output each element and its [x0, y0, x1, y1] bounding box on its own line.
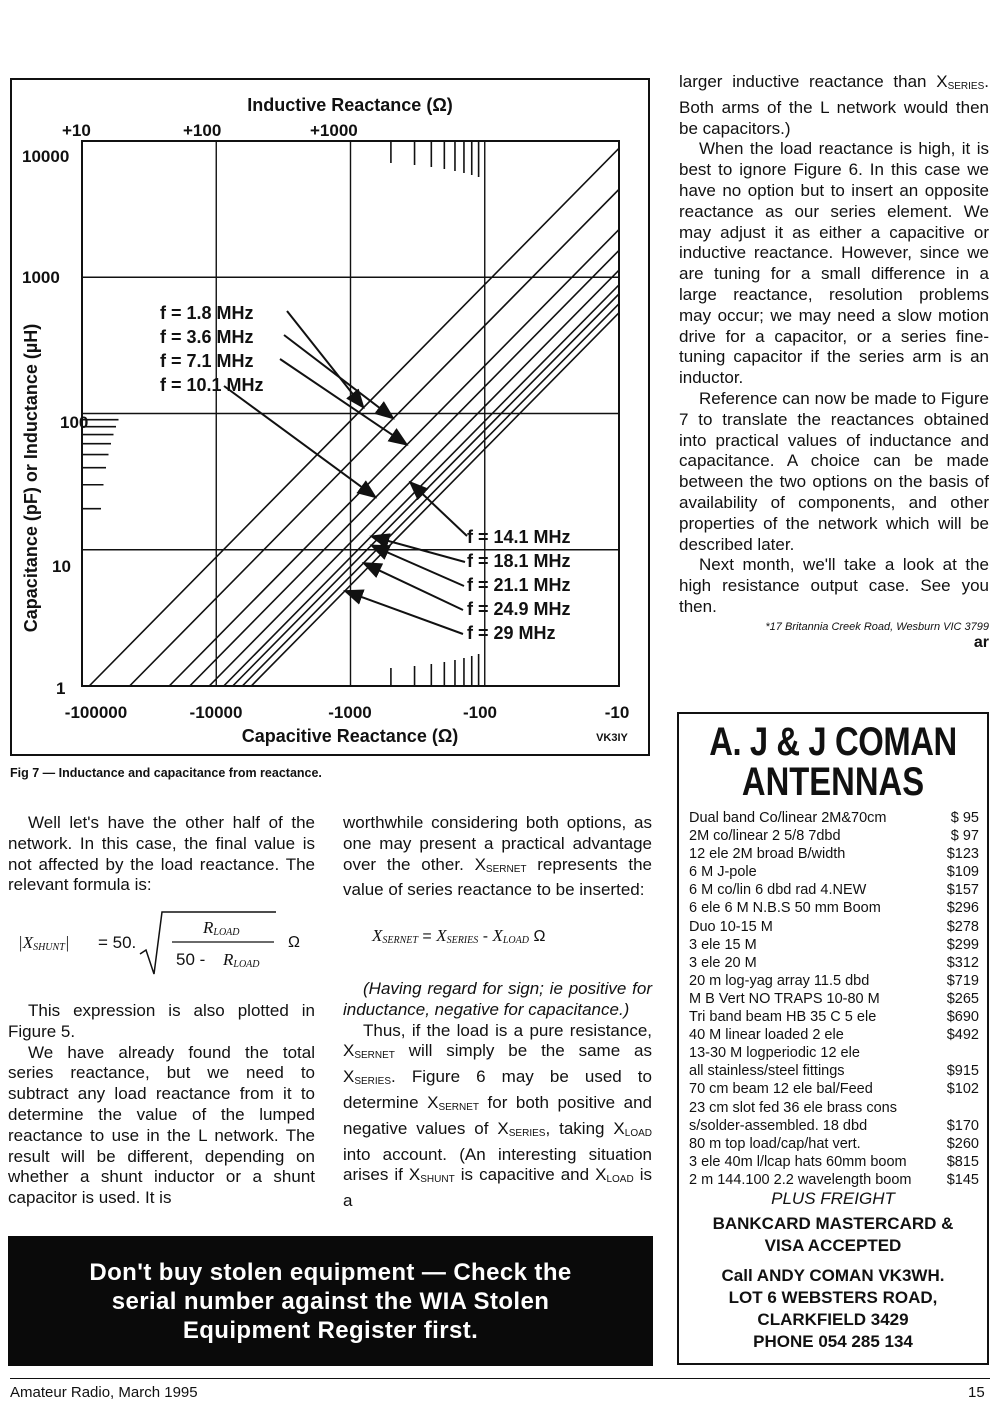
ad-item-name: 6 M co/lin 6 dbd rad 4.NEW — [689, 882, 867, 899]
ad-item — [689, 809, 979, 827]
ad-item-name: Duo 10-15 M — [689, 918, 773, 935]
ad-call: Call ANDY COMAN VK3WH. — [721, 1266, 945, 1285]
x-tick-100000: -100000 — [64, 703, 128, 722]
x-tick-10000: -10000 — [189, 703, 243, 722]
ad-item-name: s/solder-assembled. 18 dbd — [689, 1117, 868, 1134]
y-tick-1000: 1000 — [22, 268, 60, 287]
ad-item-price: $278 — [946, 918, 979, 935]
col1-paragraph-2: This expression is also plotted in Figure 5. — [8, 1001, 315, 1041]
ad-item — [689, 1008, 979, 1026]
ad-item — [689, 1026, 979, 1044]
ad-item-price: $260 — [946, 1135, 979, 1152]
freq-labels-left — [160, 303, 264, 395]
ad-item-price: $157 — [946, 882, 979, 899]
ad-item-name: 6 ele 6 M N.B.S 50 mm Boom — [689, 900, 881, 917]
ad-item-price: $170 — [946, 1117, 979, 1134]
top-axis-title: Inductive Reactance (Ω) — [247, 95, 453, 115]
label-1-8: f = 1.8 MHz — [160, 303, 254, 323]
y-tick-100: 100 — [60, 413, 89, 432]
ad-item — [689, 954, 979, 972]
leader-1-8 — [287, 311, 364, 408]
ad-title-line-2: ANTENNAS — [741, 760, 925, 804]
sernet-formula: $X_{SERNET} = X_{SERIES} - X_{LOAD}$ Ω — [372, 926, 546, 946]
ad-bankcard-1: BANKCARD MASTERCARD & — [712, 1214, 954, 1233]
x-axis-title: Capacitive Reactance (Ω) — [241, 726, 459, 746]
page-number: 15 — [968, 1384, 985, 1401]
shunt-formula-numerator: $R_{LOAD}$ — [203, 918, 240, 938]
figure-caption: Fig 7 — Inductance and capacitance from reactance. — [10, 766, 322, 780]
ad-item-price: $312 — [946, 954, 979, 971]
y-tick-1: 1 — [56, 679, 66, 698]
y-axis-title: Capacitance (pF) or Inductance (µH) — [21, 323, 41, 633]
col2-paragraph-3: Thus, if the load is a pure resistance, $X_{SERNET}$ will simply be the same as $X_{SERIES}$. Figure 6 may be used to determine $X_{SERNET}$ for both positive and negative values of $X_{SERIES}$, taking $X_{LOAD}$ into account. (An interesting situation arises if $X_{SHUNT}$ is capacitive and $X_{LOAD}$ is a — [343, 1020, 653, 1211]
banner-line-1: Don't buy stolen equipment — Check the — [89, 1258, 572, 1286]
column-2-bottom — [343, 979, 652, 1212]
ad-item-price: $102 — [946, 1081, 979, 1098]
ad-item-name: 80 m top load/cap/hat vert. — [689, 1135, 861, 1152]
x-tick-1000: -1000 — [328, 703, 372, 722]
col2-paragraph-1: worthwhile considering both options, as one may present a practical advantage over the other. $X_{SERNET}$ represents the value of series reactance to be inserted: — [343, 813, 652, 900]
ad-item — [689, 972, 979, 990]
ad-item-price: $ 97 — [950, 828, 979, 845]
shunt-formula-denominator: $R_{LOAD}$ — [223, 950, 260, 970]
sernet-formula-a: $X_{SERNET}$ — [372, 926, 418, 946]
ad-item — [689, 863, 979, 881]
ad-item-name: 12 ele 2M broad B/width — [689, 846, 846, 863]
stolen-equipment-banner — [8, 1236, 653, 1366]
ad-item — [689, 918, 979, 936]
ad-item — [689, 881, 979, 899]
ad-item — [689, 990, 979, 1008]
ad-address-2: CLARKFIELD 3429 — [757, 1310, 909, 1329]
banner-line-3: Equipment Register first. — [182, 1316, 479, 1344]
ad-item — [689, 1080, 979, 1098]
ad-item — [689, 1117, 979, 1135]
footer-rule — [10, 1378, 990, 1379]
label-29: f = 29 MHz — [467, 623, 556, 643]
label-10-1: f = 10.1 MHz — [160, 375, 264, 395]
shunt-formula-lhs: $|X_{SHUNT}|$ — [18, 933, 70, 953]
ad-item-price: $299 — [946, 936, 979, 953]
column-3 — [679, 72, 989, 652]
shunt-formula-den-a: 50 - — [176, 950, 206, 969]
footer-publication: Amateur Radio, March 1995 — [10, 1384, 198, 1401]
sernet-formula-c: $X_{LOAD}$ — [492, 926, 529, 946]
ad-item-name: 6 M J-pole — [689, 864, 757, 881]
article-end-mark: ar — [973, 633, 989, 651]
y-tick-10000: 10000 — [22, 147, 70, 166]
ad-item — [689, 845, 979, 863]
col3-paragraph-1: larger inductive reactance than $X_{SERIES}$. Both arms of the L network would then be capacitors.) — [679, 72, 989, 138]
ad-item-price: $123 — [946, 846, 979, 863]
ad-item-name: 3 ele 40m l/lcap hats 60mm boom — [689, 1153, 907, 1170]
ad-item-name: M B Vert NO TRAPS 10-80 M — [689, 990, 880, 1007]
ad-item-price: $915 — [946, 1063, 979, 1080]
label-24-9: f = 24.9 MHz — [467, 599, 571, 619]
ad-address-1: LOT 6 WEBSTERS ROAD, — [728, 1288, 938, 1307]
x-tick-10: -10 — [604, 703, 630, 722]
ad-phone: PHONE 054 285 134 — [753, 1332, 913, 1351]
leader-10-1 — [224, 386, 376, 497]
ad-item-name: 20 m log-yag array 11.5 dbd — [689, 972, 870, 989]
ad-item-name: Dual band Co/linear 2M&70cm — [689, 810, 887, 826]
banner-line-2: serial number against the WIA Stolen — [111, 1287, 550, 1315]
ad-item-name: 70 cm beam 12 ele bal/Feed — [689, 1081, 873, 1098]
ad-item-name: 40 M linear loaded 2 ele — [689, 1027, 844, 1044]
label-21-1: f = 21.1 MHz — [467, 575, 571, 595]
column-1-bottom — [8, 1001, 315, 1209]
ad-item — [689, 1062, 979, 1080]
shunt-formula-unit: Ω — [288, 934, 300, 951]
ad-item — [689, 1044, 979, 1062]
column-2-top — [343, 813, 652, 901]
ad-item-price: $690 — [946, 1009, 979, 1026]
ad-item-price: $492 — [946, 1027, 979, 1044]
x-tick-100: -100 — [462, 703, 498, 722]
top-tick-1000: +1000 — [310, 121, 358, 140]
top-tick-100: +100 — [183, 121, 222, 140]
label-3-6: f = 3.6 MHz — [160, 327, 254, 347]
freq-labels-right — [467, 527, 571, 643]
sernet-formula-unit: Ω — [533, 928, 546, 945]
ad-item-price: $145 — [946, 1171, 979, 1188]
col1-paragraph-1: Well let's have the other half of the network. In this case, the final value is not affected by the load reactance. The relevant formula is: — [8, 813, 315, 895]
ad-item — [689, 936, 979, 954]
ad-item-price: $265 — [946, 990, 979, 1007]
ad-item — [689, 1135, 979, 1153]
leader-29 — [345, 591, 463, 634]
figure-credit: VK3IY — [596, 732, 628, 744]
y-tick-10: 10 — [52, 557, 71, 576]
label-18-1: f = 18.1 MHz — [467, 551, 571, 571]
ad-item-name: 3 ele 20 M — [689, 954, 757, 971]
author-address: *17 Britannia Creek Road, Wesburn VIC 3799 — [765, 620, 989, 633]
chart-arrows — [224, 311, 467, 634]
sernet-formula-b: $X_{SERIES}$ — [436, 926, 479, 946]
shunt-formula-equals: = 50. — [98, 933, 137, 952]
figure-7 — [10, 78, 650, 756]
coman-antennas-ad — [677, 712, 989, 1365]
ad-item-price: $815 — [946, 1153, 979, 1170]
ad-item — [689, 1171, 979, 1189]
leader-21-1 — [371, 545, 464, 586]
ad-item-price: $296 — [946, 900, 979, 917]
ad-item-name: 23 cm slot fed 36 ele brass cons — [689, 1099, 897, 1116]
col3-paragraph-2: When the load reactance is high, it is best to ignore Figure 6. In this case we have no option but to insert an opposite reactance as our series element. We may adjust it as either a capacitive or inductive reactance. However, since we are tuning for a small difference in a large reactance, resolution problems may occur; we may need a slow motion drive for a capacitor, or a series fine-tuning capacitor if the series arm is an inductor. — [679, 139, 989, 388]
ad-bankcard-2: VISA ACCEPTED — [764, 1236, 902, 1255]
col2-paragraph-2: (Having regard for sign; ie positive for inductance, negative for capacitance.) — [343, 979, 652, 1019]
leader-7-1 — [280, 359, 407, 445]
ad-title-line-1: A. J & J COMAN — [709, 720, 957, 764]
ad-item — [689, 1153, 979, 1171]
ad-item — [689, 1099, 979, 1117]
ad-item-price: $719 — [946, 972, 979, 989]
ad-item-name: 2 m 144.100 2.2 wavelength boom — [689, 1171, 912, 1188]
col3-paragraph-3: Reference can now be made to Figure 7 to translate the reactances obtained into practical values of inductance and capacitance. A choice can be made between the two options on the basis of availability of components, and other properties of the network which will be described later. — [679, 388, 989, 554]
ad-item-name: Tri band beam HB 35 C 5 ele — [689, 1009, 877, 1026]
label-14-1: f = 14.1 MHz — [467, 527, 571, 547]
ad-item — [689, 827, 979, 845]
label-7-1: f = 7.1 MHz — [160, 351, 254, 371]
column-1-top — [8, 813, 315, 896]
ad-item-price: $109 — [946, 864, 979, 881]
ad-item-name: all stainless/steel fittings — [689, 1063, 845, 1080]
ad-item-name: 2M co/linear 2 5/8 7dbd — [689, 828, 841, 845]
ad-item-price: $ 95 — [950, 810, 979, 826]
shunt-formula — [18, 910, 318, 980]
ad-price-list — [689, 809, 979, 1189]
ad-item-name: 3 ele 15 M — [689, 936, 757, 953]
top-tick-10: +10 — [62, 121, 91, 140]
ad-freight: PLUS FREIGHT — [771, 1189, 895, 1208]
ad-item — [689, 899, 979, 917]
leader-3-6 — [284, 335, 393, 418]
ad-item-name: 13-30 M logperiodic 12 ele — [689, 1045, 860, 1062]
col3-paragraph-4: Next month, we'll take a look at the high resistance output case. See you then. — [679, 555, 989, 616]
col1-paragraph-3: We have already found the total series reactance, but we need to subtract any load reactance from it to determine the value of the lumped reactance to use in the L network. The result will be different, depending on whether a shunt inductor or a shunt capacitor is used. It is — [8, 1042, 315, 1208]
leader-14-1 — [410, 482, 467, 536]
reactance-chart — [12, 80, 648, 754]
